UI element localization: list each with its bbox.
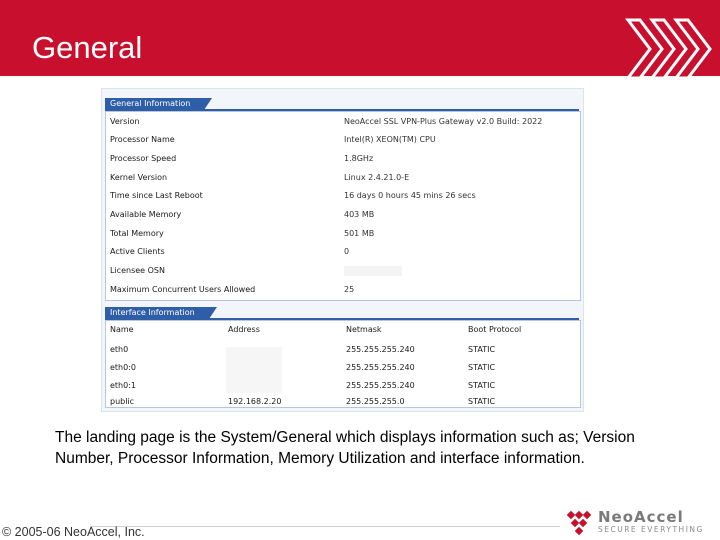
logo-name: NeoAccel <box>598 508 684 526</box>
info-row-active-clients <box>106 242 580 261</box>
info-value: 25 <box>344 285 355 294</box>
info-label: Available Memory <box>110 210 182 219</box>
info-row-processor-speed <box>106 149 580 168</box>
column-header-netmask: Netmask <box>346 325 382 334</box>
redacted-value <box>344 266 402 276</box>
redacted-addresses <box>226 347 282 393</box>
info-label: Kernel Version <box>110 173 168 182</box>
interface-name: public <box>110 397 135 406</box>
info-row-time-since-reboot <box>106 186 580 205</box>
info-value: Linux 2.4.21.0-E <box>344 173 410 182</box>
neoaccel-logo <box>566 506 716 538</box>
info-value: 16 days 0 hours 45 mins 26 secs <box>344 191 476 200</box>
info-row-processor-name <box>106 130 580 149</box>
info-label: Maximum Concurrent Users Allowed <box>110 285 256 294</box>
info-row-version <box>106 112 580 131</box>
interface-name: eth0 <box>110 345 129 354</box>
info-label: Time since Last Reboot <box>110 191 203 200</box>
column-header-address: Address <box>228 325 260 334</box>
interface-boot: STATIC <box>468 363 496 372</box>
interface-boot: STATIC <box>468 397 496 406</box>
info-row-available-memory <box>106 205 580 224</box>
interface-name: eth0:1 <box>110 381 137 390</box>
column-header-boot-protocol: Boot Protocol <box>468 325 522 334</box>
info-row-max-concurrent-users <box>106 280 580 299</box>
info-row-kernel-version <box>106 168 580 187</box>
system-general-screenshot <box>101 88 584 412</box>
info-label: Processor Speed <box>110 154 177 163</box>
info-value: 501 MB <box>344 229 375 238</box>
tab-interface-information-label: Interface Information <box>110 308 195 317</box>
info-row-licensee-osn <box>106 261 580 280</box>
interface-netmask: 255.255.255.0 <box>346 397 405 406</box>
interface-netmask: 255.255.255.240 <box>346 345 415 354</box>
info-label: Version <box>110 117 140 126</box>
info-label: Licensee OSN <box>110 266 165 275</box>
interface-address: 192.168.2.20 <box>228 397 282 406</box>
info-label: Processor Name <box>110 135 175 144</box>
info-label: Total Memory <box>110 229 164 238</box>
chevron-decoration-icon <box>620 14 720 84</box>
interface-name: eth0:0 <box>110 363 137 372</box>
slide-description: The landing page is the System/General which displays information such as; Version Number, Processor Information, Memory Utilization and interface information. <box>55 429 635 467</box>
info-value: 403 MB <box>344 210 375 219</box>
interface-info-panel <box>105 320 581 408</box>
info-label: Active Clients <box>110 247 165 256</box>
interface-boot: STATIC <box>468 381 496 390</box>
interface-netmask: 255.255.255.240 <box>346 363 415 372</box>
info-value: 0 <box>344 247 350 256</box>
interface-boot: STATIC <box>468 345 496 354</box>
info-value: Intel(R) XEON(TM) CPU <box>344 135 436 144</box>
tab-general-information-label: General Information <box>110 99 191 108</box>
info-value: NeoAccel SSL VPN-Plus Gateway v2.0 Build: 2022 <box>344 117 543 126</box>
info-row-total-memory <box>106 224 580 243</box>
footer-divider <box>90 526 560 527</box>
logo-tagline: SECURE EVERYTHING <box>598 525 704 534</box>
info-value: 1.8GHz <box>344 154 374 163</box>
logo-mark-icon <box>566 508 596 536</box>
slide-header <box>0 0 720 76</box>
column-header-name: Name <box>110 325 134 334</box>
interface-netmask: 255.255.255.240 <box>346 381 415 390</box>
general-info-panel <box>105 111 581 301</box>
slide-title: General <box>32 30 143 65</box>
copyright-text: © 2005-06 NeoAccel, Inc. <box>2 525 145 539</box>
